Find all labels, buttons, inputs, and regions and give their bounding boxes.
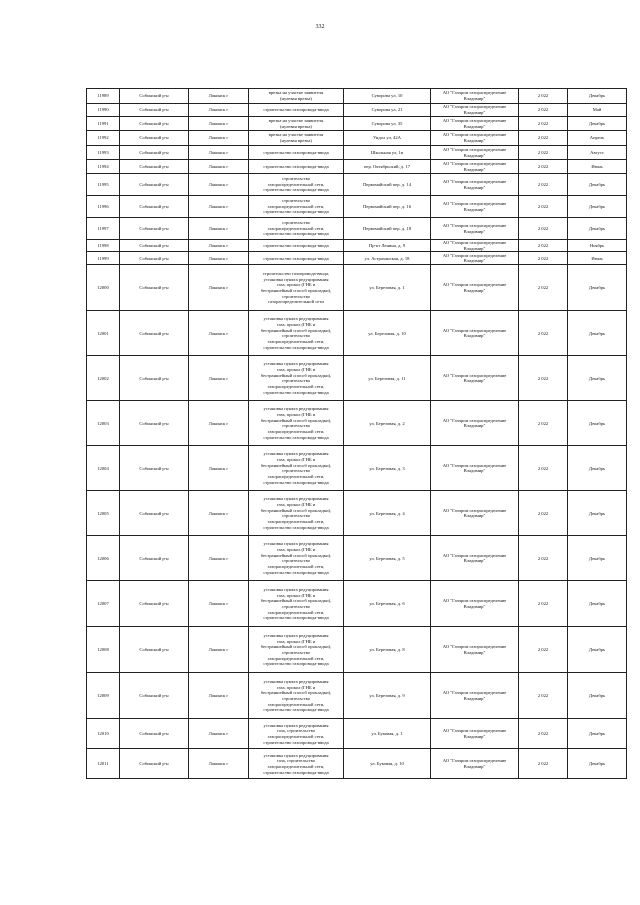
table-row bbox=[87, 104, 627, 117]
district-cell: Собинский р-н bbox=[120, 581, 189, 627]
city-cell: Лакинск г bbox=[189, 719, 249, 749]
table-row bbox=[87, 356, 627, 401]
address-cell: ул. Березовая, д. 3 bbox=[344, 446, 431, 491]
row-number: 11996 bbox=[87, 196, 120, 218]
district-cell: Собинский р-н bbox=[120, 131, 189, 146]
registry-table-body bbox=[87, 89, 627, 779]
city-cell: Лакинск г bbox=[189, 218, 249, 240]
address-cell: ул. Березовая, д. 11 bbox=[344, 356, 431, 401]
table-row bbox=[87, 719, 627, 749]
district-cell: Собинский р-н bbox=[120, 356, 189, 401]
table-row bbox=[87, 311, 627, 356]
organization-cell: АО "Газпром газораспределение Владимир" bbox=[431, 265, 519, 311]
organization-cell: АО "Газпром газораспределение Владимир" bbox=[431, 104, 519, 117]
work-type-cell: строительство газопровода-ввода bbox=[249, 240, 344, 252]
city-cell: Лакинск г bbox=[189, 536, 249, 581]
organization-cell: АО "Газпром газораспределение Владимир" bbox=[431, 218, 519, 240]
address-cell: ул. Березовая, д. 6 bbox=[344, 581, 431, 627]
table-row bbox=[87, 627, 627, 673]
organization-cell: АО "Газпром газораспределение Владимир" bbox=[431, 131, 519, 146]
registry-table bbox=[86, 88, 627, 779]
district-cell: Собинский р-н bbox=[120, 160, 189, 174]
organization-cell: АО "Газпром газораспределение Владимир" bbox=[431, 536, 519, 581]
organization-cell: АО "Газпром газораспределение Владимир" bbox=[431, 401, 519, 446]
year-cell: 2 022 bbox=[519, 673, 568, 719]
row-number: 12008 bbox=[87, 627, 120, 673]
year-cell: 2 022 bbox=[519, 719, 568, 749]
work-type-cell: строительство газопровода-ввода, установка пункта редуцирования газа, прокол (ГНБ и бестраншейный способ прокладки), строительство газораспределительной сети bbox=[249, 265, 344, 311]
table-row bbox=[87, 196, 627, 218]
work-type-cell: установка пункта редуцирования газа, прокол (ГНБ и бестраншейный способ прокладки), строительство газораспределительной сети, строительство газопровода-ввода bbox=[249, 491, 344, 536]
city-cell: Лакинск г bbox=[189, 252, 249, 265]
district-cell: Собинский р-н bbox=[120, 218, 189, 240]
table-row bbox=[87, 174, 627, 196]
organization-cell: АО "Газпром газораспределение Владимир" bbox=[431, 252, 519, 265]
year-cell: 2 022 bbox=[519, 536, 568, 581]
table-row bbox=[87, 265, 627, 311]
work-type-cell: установка пункта редуцирования газа, строительство газораспределительной сети, строительство газопровода-ввода bbox=[249, 719, 344, 749]
year-cell: 2 022 bbox=[519, 196, 568, 218]
city-cell: Лакинск г bbox=[189, 196, 249, 218]
organization-cell: АО "Газпром газораспределение Владимир" bbox=[431, 627, 519, 673]
district-cell: Собинский р-н bbox=[120, 174, 189, 196]
row-number: 11997 bbox=[87, 218, 120, 240]
city-cell: Лакинск г bbox=[189, 401, 249, 446]
district-cell: Собинский р-н bbox=[120, 104, 189, 117]
month-cell: Декабрь bbox=[568, 311, 627, 356]
address-cell: Первомайский пер. д. 16 bbox=[344, 196, 431, 218]
work-type-cell: строительство газопровода-ввода bbox=[249, 146, 344, 160]
year-cell: 2 022 bbox=[519, 581, 568, 627]
organization-cell: АО "Газпром газораспределение Владимир" bbox=[431, 89, 519, 104]
work-type-cell: строительство газораспределительной сети, строительство газопровода-ввода bbox=[249, 196, 344, 218]
work-type-cell: строительство газораспределительной сети, строительство газопровода-ввода bbox=[249, 174, 344, 196]
year-cell: 2 022 bbox=[519, 401, 568, 446]
year-cell: 2 022 bbox=[519, 131, 568, 146]
district-cell: Собинский р-н bbox=[120, 311, 189, 356]
organization-cell: АО "Газпром газораспределение Владимир" bbox=[431, 749, 519, 779]
city-cell: Лакинск г bbox=[189, 240, 249, 252]
row-number: 11989 bbox=[87, 89, 120, 104]
district-cell: Собинский р-н bbox=[120, 446, 189, 491]
address-cell: Ундол ул, 42А bbox=[344, 131, 431, 146]
row-number: 11999 bbox=[87, 252, 120, 265]
district-cell: Собинский р-н bbox=[120, 627, 189, 673]
month-cell: Декабрь bbox=[568, 673, 627, 719]
address-cell: ул. Буковая, д. 10 bbox=[344, 749, 431, 779]
table-row bbox=[87, 240, 627, 252]
work-type-cell: строительство газораспределительной сети, строительство газопровода-ввода bbox=[249, 218, 344, 240]
work-type-cell: установка пункта редуцирования газа, прокол (ГНБ и бестраншейный способ прокладки), строительство газораспределительной сети, строительство газопровода-ввода bbox=[249, 401, 344, 446]
address-cell: Суворова ул, 21 bbox=[344, 104, 431, 117]
work-type-cell: установка пункта редуцирования газа, прокол (ГНБ и бестраншейный способ прокладки), строительство газораспределительной сети, строительство газопровода-ввода bbox=[249, 311, 344, 356]
month-cell: Декабрь bbox=[568, 218, 627, 240]
work-type-cell: установка пункта редуцирования газа, прокол (ГНБ и бестраншейный способ прокладки), строительство газораспределительной сети, строительство газопровода-ввода bbox=[249, 627, 344, 673]
row-number: 12006 bbox=[87, 536, 120, 581]
district-cell: Собинский р-н bbox=[120, 536, 189, 581]
organization-cell: АО "Газпром газораспределение Владимир" bbox=[431, 581, 519, 627]
table-row bbox=[87, 673, 627, 719]
year-cell: 2 022 bbox=[519, 491, 568, 536]
table-row bbox=[87, 581, 627, 627]
year-cell: 2 022 bbox=[519, 117, 568, 131]
row-number: 12001 bbox=[87, 311, 120, 356]
address-cell: ул. Буковая, д. 1 bbox=[344, 719, 431, 749]
organization-cell: АО "Газпром газораспределение Владимир" bbox=[431, 491, 519, 536]
table-row bbox=[87, 131, 627, 146]
district-cell: Собинский р-н bbox=[120, 491, 189, 536]
organization-cell: АО "Газпром газораспределение Владимир" bbox=[431, 446, 519, 491]
row-number: 11992 bbox=[87, 131, 120, 146]
table-row bbox=[87, 749, 627, 779]
organization-cell: АО "Газпром газораспределение Владимир" bbox=[431, 673, 519, 719]
month-cell: Декабрь bbox=[568, 491, 627, 536]
work-type-cell: установка пункта редуцирования газа, строительство газораспределительной сети, строительство газопровода-ввода bbox=[249, 749, 344, 779]
address-cell: ул. Березовая, д. 4 bbox=[344, 491, 431, 536]
row-number: 11995 bbox=[87, 174, 120, 196]
address-cell: ул. Березовая, д. 5 bbox=[344, 536, 431, 581]
work-type-cell: установка пункта редуцирования газа, прокол (ГНБ и бестраншейный способ прокладки), строительство газораспределительной сети, строительство газопровода-ввода bbox=[249, 673, 344, 719]
district-cell: Собинский р-н bbox=[120, 401, 189, 446]
address-cell: пер. Октябрьский, д. 17 bbox=[344, 160, 431, 174]
year-cell: 2 022 bbox=[519, 252, 568, 265]
month-cell: Декабрь bbox=[568, 89, 627, 104]
table-row bbox=[87, 160, 627, 174]
month-cell: Декабрь bbox=[568, 265, 627, 311]
district-cell: Собинский р-н bbox=[120, 719, 189, 749]
district-cell: Собинский р-н bbox=[120, 89, 189, 104]
year-cell: 2 022 bbox=[519, 104, 568, 117]
month-cell: Декабрь bbox=[568, 581, 627, 627]
city-cell: Лакинск г bbox=[189, 581, 249, 627]
row-number: 12002 bbox=[87, 356, 120, 401]
district-cell: Собинский р-н bbox=[120, 196, 189, 218]
year-cell: 2 022 bbox=[519, 240, 568, 252]
address-cell: Суворова ул, 35 bbox=[344, 117, 431, 131]
year-cell: 2 022 bbox=[519, 89, 568, 104]
year-cell: 2 022 bbox=[519, 749, 568, 779]
city-cell: Лакинск г bbox=[189, 174, 249, 196]
row-number: 12009 bbox=[87, 673, 120, 719]
row-number: 11991 bbox=[87, 117, 120, 131]
month-cell: Май bbox=[568, 104, 627, 117]
work-type-cell: строительство газопровода-ввода bbox=[249, 252, 344, 265]
month-cell: Декабрь bbox=[568, 627, 627, 673]
table-row bbox=[87, 446, 627, 491]
month-cell: Июнь bbox=[568, 252, 627, 265]
table-row bbox=[87, 252, 627, 265]
year-cell: 2 022 bbox=[519, 311, 568, 356]
address-cell: Пр-кт Ленина, д. 9 bbox=[344, 240, 431, 252]
organization-cell: АО "Газпром газораспределение Владимир" bbox=[431, 196, 519, 218]
work-type-cell: установка пункта редуцирования газа, прокол (ГНБ и бестраншейный способ прокладки), строительство газораспределительной сети, строительство газопровода-ввода bbox=[249, 536, 344, 581]
month-cell: Ноябрь bbox=[568, 240, 627, 252]
city-cell: Лакинск г bbox=[189, 749, 249, 779]
address-cell: ул. Березовая, д. 1 bbox=[344, 265, 431, 311]
district-cell: Собинский р-н bbox=[120, 146, 189, 160]
row-number: 11993 bbox=[87, 146, 120, 160]
row-number: 12005 bbox=[87, 491, 120, 536]
city-cell: Лакинск г bbox=[189, 627, 249, 673]
work-type-cell: установка пункта редуцирования газа, прокол (ГНБ и бестраншейный способ прокладки), строительство газораспределительной сети, строительство газопровода-ввода bbox=[249, 581, 344, 627]
address-cell: ул. Березовая, д. 10 bbox=[344, 311, 431, 356]
district-cell: Собинский р-н bbox=[120, 749, 189, 779]
page-number: 332 bbox=[315, 24, 325, 30]
organization-cell: АО "Газпром газораспределение Владимир" bbox=[431, 356, 519, 401]
table-row bbox=[87, 218, 627, 240]
year-cell: 2 022 bbox=[519, 265, 568, 311]
address-cell: ул. Березовая, д. 8 bbox=[344, 627, 431, 673]
organization-cell: АО "Газпром газораспределение Владимир" bbox=[431, 146, 519, 160]
district-cell: Собинский р-н bbox=[120, 117, 189, 131]
table-row bbox=[87, 401, 627, 446]
address-cell: Школьная ул, 1в bbox=[344, 146, 431, 160]
organization-cell: АО "Газпром газораспределение Владимир" bbox=[431, 719, 519, 749]
month-cell: Декабрь bbox=[568, 536, 627, 581]
row-number: 11998 bbox=[87, 240, 120, 252]
district-cell: Собинский р-н bbox=[120, 265, 189, 311]
address-cell: Первомайский пер. д. 14 bbox=[344, 174, 431, 196]
month-cell: Июнь bbox=[568, 160, 627, 174]
year-cell: 2 022 bbox=[519, 218, 568, 240]
year-cell: 2 022 bbox=[519, 627, 568, 673]
table-row bbox=[87, 117, 627, 131]
table-row bbox=[87, 491, 627, 536]
row-number: 12004 bbox=[87, 446, 120, 491]
address-cell: ул. Березовая, д. 9 bbox=[344, 673, 431, 719]
city-cell: Лакинск г bbox=[189, 446, 249, 491]
city-cell: Лакинск г bbox=[189, 311, 249, 356]
organization-cell: АО "Газпром газораспределение Владимир" bbox=[431, 311, 519, 356]
row-number: 12011 bbox=[87, 749, 120, 779]
year-cell: 2 022 bbox=[519, 160, 568, 174]
row-number: 11990 bbox=[87, 104, 120, 117]
year-cell: 2 022 bbox=[519, 174, 568, 196]
address-cell: ул. Астраханская, д. 18 bbox=[344, 252, 431, 265]
month-cell: Декабрь bbox=[568, 356, 627, 401]
row-number: 12000 bbox=[87, 265, 120, 311]
month-cell: Декабрь bbox=[568, 196, 627, 218]
city-cell: Лакинск г bbox=[189, 131, 249, 146]
work-type-cell: врезка на участке заявителя (нулевая врезка) bbox=[249, 89, 344, 104]
city-cell: Лакинск г bbox=[189, 117, 249, 131]
month-cell: Август bbox=[568, 146, 627, 160]
table-row bbox=[87, 89, 627, 104]
city-cell: Лакинск г bbox=[189, 491, 249, 536]
city-cell: Лакинск г bbox=[189, 160, 249, 174]
address-cell: ул. Березовая, д. 2 bbox=[344, 401, 431, 446]
month-cell: Декабрь bbox=[568, 749, 627, 779]
district-cell: Собинский р-н bbox=[120, 673, 189, 719]
organization-cell: АО "Газпром газораспределение Владимир" bbox=[431, 160, 519, 174]
address-cell: Первомайский пер. д. 18 bbox=[344, 218, 431, 240]
work-type-cell: строительство газопровода-ввода bbox=[249, 104, 344, 117]
organization-cell: АО "Газпром газораспределение Владимир" bbox=[431, 240, 519, 252]
month-cell: Декабрь bbox=[568, 401, 627, 446]
month-cell: Декабрь bbox=[568, 174, 627, 196]
year-cell: 2 022 bbox=[519, 446, 568, 491]
district-cell: Собинский р-н bbox=[120, 240, 189, 252]
city-cell: Лакинск г bbox=[189, 89, 249, 104]
district-cell: Собинский р-н bbox=[120, 252, 189, 265]
row-number: 12010 bbox=[87, 719, 120, 749]
city-cell: Лакинск г bbox=[189, 146, 249, 160]
year-cell: 2 022 bbox=[519, 356, 568, 401]
work-type-cell: установка пункта редуцирования газа, прокол (ГНБ и бестраншейный способ прокладки), строительство газораспределительной сети, строительство газопровода-ввода bbox=[249, 446, 344, 491]
month-cell: Декабрь bbox=[568, 446, 627, 491]
year-cell: 2 022 bbox=[519, 146, 568, 160]
city-cell: Лакинск г bbox=[189, 673, 249, 719]
work-type-cell: строительство газопровода-ввода bbox=[249, 160, 344, 174]
city-cell: Лакинск г bbox=[189, 356, 249, 401]
address-cell: Суворова ул, 10 bbox=[344, 89, 431, 104]
row-number: 11994 bbox=[87, 160, 120, 174]
work-type-cell: установка пункта редуцирования газа, прокол (ГНБ и бестраншейный способ прокладки), строительство газораспределительной сети, строительство газопровода-ввода bbox=[249, 356, 344, 401]
table-row bbox=[87, 536, 627, 581]
month-cell: Апрель bbox=[568, 131, 627, 146]
work-type-cell: врезка на участке заявителя (нулевая врезка) bbox=[249, 131, 344, 146]
table-row bbox=[87, 146, 627, 160]
city-cell: Лакинск г bbox=[189, 104, 249, 117]
month-cell: Декабрь bbox=[568, 719, 627, 749]
row-number: 12007 bbox=[87, 581, 120, 627]
city-cell: Лакинск г bbox=[189, 265, 249, 311]
row-number: 12003 bbox=[87, 401, 120, 446]
organization-cell: АО "Газпром газораспределение Владимир" bbox=[431, 117, 519, 131]
organization-cell: АО "Газпром газораспределение Владимир" bbox=[431, 174, 519, 196]
month-cell: Декабрь bbox=[568, 117, 627, 131]
work-type-cell: врезка на участке заявителя (нулевая врезка) bbox=[249, 117, 344, 131]
